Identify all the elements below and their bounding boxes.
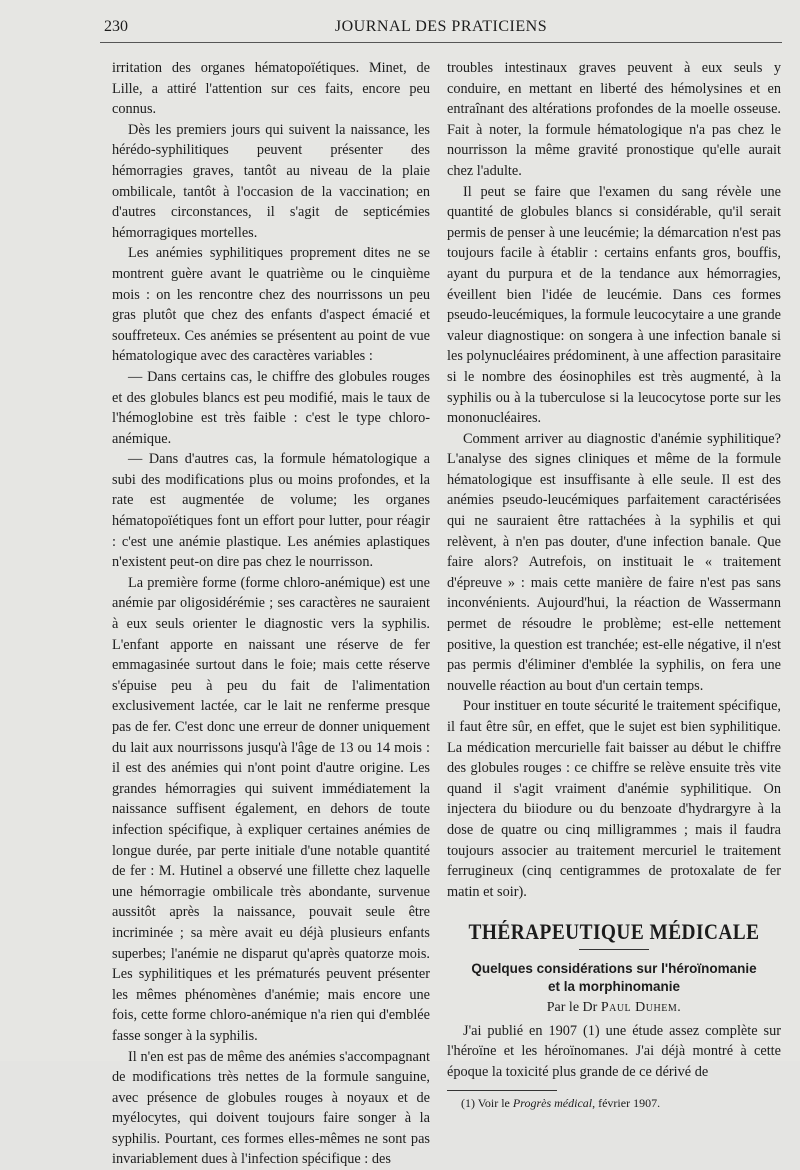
byline (447, 998, 781, 1019)
section-title: THÉRAPEUTIQUE MÉDICALE (467, 922, 761, 943)
right-column (447, 58, 781, 1111)
footnote-journal: Progrès médical (513, 1096, 592, 1110)
paragraph: Il peut se faire que l'examen du sang révèle une quantité de globules blancs si considérable, qu'il serait permis de penser à une leucémie; la démarcation n'est pas toujours facile à établir : certains enfants gros, bouffis, ayant du purpura et de la tendance aux hémorragies, éveillent bien l'idée de leucémie. Dans ces formes pseudo-leucémiques, la formule leucocytaire a une grande valeur diagnostique: on songera à une infection banale si les polynucléaires prédominent, à une affection parasitaire si le nombre des éosinophiles est très augmenté, à la syphilis ou à la tuberculose si la leucocytose porte sur les mononucléaires. (447, 182, 781, 429)
footnote-suffix: , février 1907. (592, 1096, 660, 1110)
byline-prefix: Par le Dr (547, 1000, 598, 1015)
article-title-line: Quelques considérations sur l'héroïnomanie (447, 960, 781, 978)
paragraph: irritation des organes hématopoïétiques. Minet, de Lille, a attiré l'attention sur ces faits, encore peu connus. (112, 58, 430, 120)
paragraph: — Dans d'autres cas, la formule hématologique a subi des modifications plus ou moins profondes, et la rate est augmentée de volume; les organes hématopoïétiques font un effort pour lutter, pour réagir : c'est une anémie plastique. Les anémies aplastiques n'existent peut-on dire pas chez le nourrisson. (112, 449, 430, 573)
paragraph: Dès les premiers jours qui suivent la naissance, les hérédo-syphilitiques peuvent présenter des hémorragies graves, tantôt au niveau de la plaie ombilicale, tantôt à l'occasion de la vaccination; en d'autres circonstances, il s'agit de septicémies hémorragiques mortelles. (112, 120, 430, 244)
paragraph: La première forme (forme chloro-anémique) est une anémie par oligosidérémie ; ses caractères ne sauraient à eux seuls orienter le diagnostic vers la syphilis. L'enfant apporte en naissant une réserve de fer emmagasinée surtout dans le foie; mais cette réserve s'épuise peu à peu du fait de l'alimentation exclusivement lactée, car le lait ne renferme presque pas de fer. C'est donc une erreur de donner uniquement du lait aux nourrissons jusqu'à l'âge de 13 ou 14 mois : il est des anémies qui n'ont point d'autre origine. Les grandes hémorragies qui suivent immédiatement la naissance suffisent également, en dehors de toute infection spécifique, à expliquer certaines anémies de longue durée, par perte initiale d'une notable quantité de fer : M. Hutinel a observé une fillette chez laquelle une hémorragie ombilicale très abondante, survenue aussitôt après la naissance, pouvait seule être incriminée ; sa mère avait eu déjà plusieurs enfants superbes; l'anémie ne disparut qu'après quatorze mois. Les syphilitiques et les prématurés peuvent présenter les mêmes phénomènes d'anémie; mais encore une fois, cette forme chloro-anémique n'a rien qui d'emblée fasse songer à la syphilis. (112, 573, 430, 1047)
footnote (447, 1095, 781, 1111)
paragraph: Pour instituer en toute sécurité le traitement spécifique, il faut être sûr, en effet, que le sujet est bien syphilitique. La médication mercurielle fait baisser au début le chiffre des globules rouges : ce chiffre se relève ensuite très vite quand il s'agit vraiment d'anémie syphilitique. On injectera du biiodure ou du benzoate d'hydrargyre à la dose de quatre ou cinq milligrammes ; mais il faudra toujours associer au traitement mercuriel le traitement ferrugineux (cinq centigrammes de protoxalate de fer matin et soir). (447, 696, 781, 902)
footnote-prefix: (1) Voir le (461, 1096, 510, 1110)
article-title (447, 960, 781, 996)
article-title-line: et la morphinomanie (447, 978, 781, 996)
paragraph: Les anémies syphilitiques proprement dites ne se montrent guère avant le quatrième ou le cinquième mois : on les rencontre chez des nourrissons un peu gras plutôt que chez des enfants d'aspect émacié et souffreteux. Ces anémies se présentent au point de vue hématologique avec des caractères variables : (112, 243, 430, 367)
byline-author: Paul Duhem. (601, 1000, 681, 1015)
left-column (112, 58, 430, 1170)
journal-title: JOURNAL DES PRATICIENS (100, 18, 782, 36)
paragraph: troubles intestinaux graves peuvent à eux seuls y conduire, en mettant en liberté des hémolysines et en entraînant des altérations profondes de la moelle osseuse. Fait à noter, la formule hématologique n'a pas chez le nourrisson la même gravité pronostique qu'elle aurait chez l'adulte. (447, 58, 781, 182)
paragraph: — Dans certains cas, le chiffre des globules rouges et des globules blancs est peu modifié, mais le taux de l'hémoglobine est très faible : c'est le type chloro-anémique. (112, 367, 430, 449)
paragraph: J'ai publié en 1907 (1) une étude assez complète sur l'héroïne et les héroïnomanes. J'ai déjà montré à cette époque la toxicité plus grande de ce dérivé de (447, 1021, 781, 1083)
paragraph: Il n'en est pas de même des anémies s'accompagnant de modifications très nettes de la formule sanguine, avec présence de globules rouges à noyaux et de myélocytes, qui doivent toujours faire songer à la syphilis. Pourtant, ces formes elles-mêmes ne sont pas invariablement dues à l'infection spécifique : des (112, 1047, 430, 1170)
section-separator (579, 949, 649, 950)
page-header (100, 16, 782, 43)
page-number: 230 (104, 18, 128, 36)
paragraph: Comment arriver au diagnostic d'anémie syphilitique? L'analyse des signes cliniques et même de la formule hématologique est insuffisante à elle seule. Il est des anémies pseudo-leucémiques parfaitement caractérisées qui ne sauraient être rattachées à la syphilis et qui relèvent, à n'en pas douter, d'une infection banale. Que faire alors? Autrefois, on instituait le « traitement d'épreuve » : mais cette manière de faire n'est pas sans inconvénients. Aujourd'hui, la réaction de Wassermann permet de résoudre le problème; est-elle nettement positive, la question est tranchée; est-elle négative, il n'est pas permis d'éliminer d'emblée la syphilis, on fera une nouvelle réaction au bout d'un certain temps. (447, 429, 781, 697)
footnote-rule (447, 1090, 557, 1091)
